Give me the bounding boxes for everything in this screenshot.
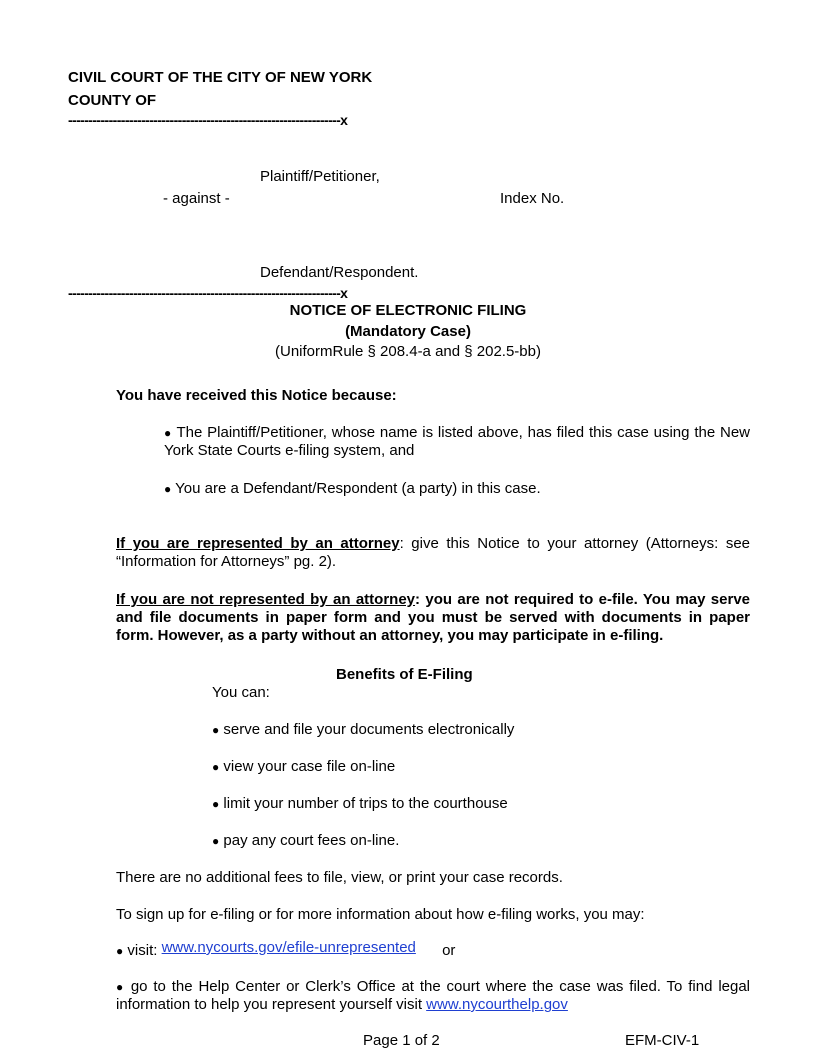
notice-title: NOTICE OF ELECTRONIC FILING	[289, 302, 527, 319]
not-represented-lead: If you are not represented by an attorney	[116, 591, 416, 608]
caption-separator-bottom: -------------------------------------------------------------------x	[68, 285, 348, 301]
help-center-paragraph	[116, 978, 750, 1014]
or-label: or	[442, 942, 456, 959]
not-represented-paragraph	[116, 591, 750, 645]
nycourthelp-link[interactable]: www.nycourthelp.gov	[426, 996, 568, 1013]
court-name: CIVIL COURT OF THE CITY OF NEW YORK	[68, 69, 373, 86]
reason-bullet-2	[164, 480, 541, 498]
help-center-text: go to the Help Center or Clerk’s Office at the court where the case was filed. To find legal information to help you represent yourself visit	[116, 978, 751, 1013]
benefit-item	[212, 795, 508, 813]
plaintiff-label: Plaintiff/Petitioner,	[260, 168, 380, 185]
bullet-icon: ●	[212, 834, 220, 848]
reason-bullet-1-text: The Plaintiff/Petitioner, whose name is listed above, has filed this case using the New York State Courts e-filing system, and	[164, 424, 750, 459]
index-number-label: Index No.	[500, 190, 565, 207]
bullet-icon: ●	[116, 944, 124, 958]
rule-citation: (UniformRule § 208.4-a and § 202.5-bb)	[275, 343, 541, 360]
bullet-icon: ●	[164, 482, 172, 496]
benefit-item-text: serve and file your documents electronically	[223, 721, 515, 738]
benefit-item-text: view your case file on-line	[223, 758, 396, 775]
case-label: Case)	[430, 323, 471, 340]
against-label: - against -	[163, 190, 230, 207]
benefit-item	[212, 721, 514, 739]
bullet-icon: ●	[212, 723, 220, 737]
reason-bullet-1	[164, 424, 750, 460]
page-number: Page 1 of 2	[363, 1032, 440, 1049]
signup-intro: To sign up for e-filing or for more information about how e-filing works, you may:	[116, 906, 645, 923]
represented-paragraph	[116, 535, 750, 571]
benefit-item	[212, 758, 395, 776]
form-id: EFM-CIV-1	[625, 1032, 700, 1049]
reason-bullet-2-text: You are a Defendant/Respondent (a party) in this case.	[175, 480, 541, 497]
visit-line	[116, 939, 456, 960]
fees-note: There are no additional fees to file, view, or print your case records.	[116, 869, 563, 886]
benefits-heading: Benefits of E-Filing	[336, 666, 473, 683]
visit-label: visit:	[127, 942, 158, 959]
bullet-icon: ●	[212, 797, 220, 811]
not-represented-text: : you are not required to e-file. You may serve and file documents in paper form and you must be served with documents in paper form. However, as a party without an attorney, you may participate in e-filing.	[116, 591, 750, 644]
bullet-icon: ●	[116, 980, 125, 994]
defendant-label: Defendant/Respondent.	[260, 264, 419, 281]
notice-subtitle	[0, 323, 816, 341]
benefit-item-text: pay any court fees on-line.	[223, 832, 400, 849]
reason-heading: You have received this Notice because:	[116, 387, 397, 404]
efile-unrepresented-link[interactable]: www.nycourts.gov/efile-unrepresented	[161, 939, 416, 956]
bullet-icon: ●	[212, 760, 220, 774]
county-line: COUNTY OF	[68, 92, 157, 109]
benefit-item	[212, 832, 399, 850]
benefits-intro: You can:	[212, 684, 270, 701]
bullet-icon: ●	[164, 426, 172, 440]
represented-text: : give this Notice to your attorney (Attorneys: see “Information for Attorneys” pg. 2).	[116, 535, 751, 570]
mandatory-label: (Mandatory	[345, 323, 426, 340]
represented-lead: If you are represented by an attorney	[116, 535, 400, 552]
caption-separator-top: -------------------------------------------------------------------x	[68, 112, 348, 128]
benefit-item-text: limit your number of trips to the courthouse	[223, 795, 508, 812]
